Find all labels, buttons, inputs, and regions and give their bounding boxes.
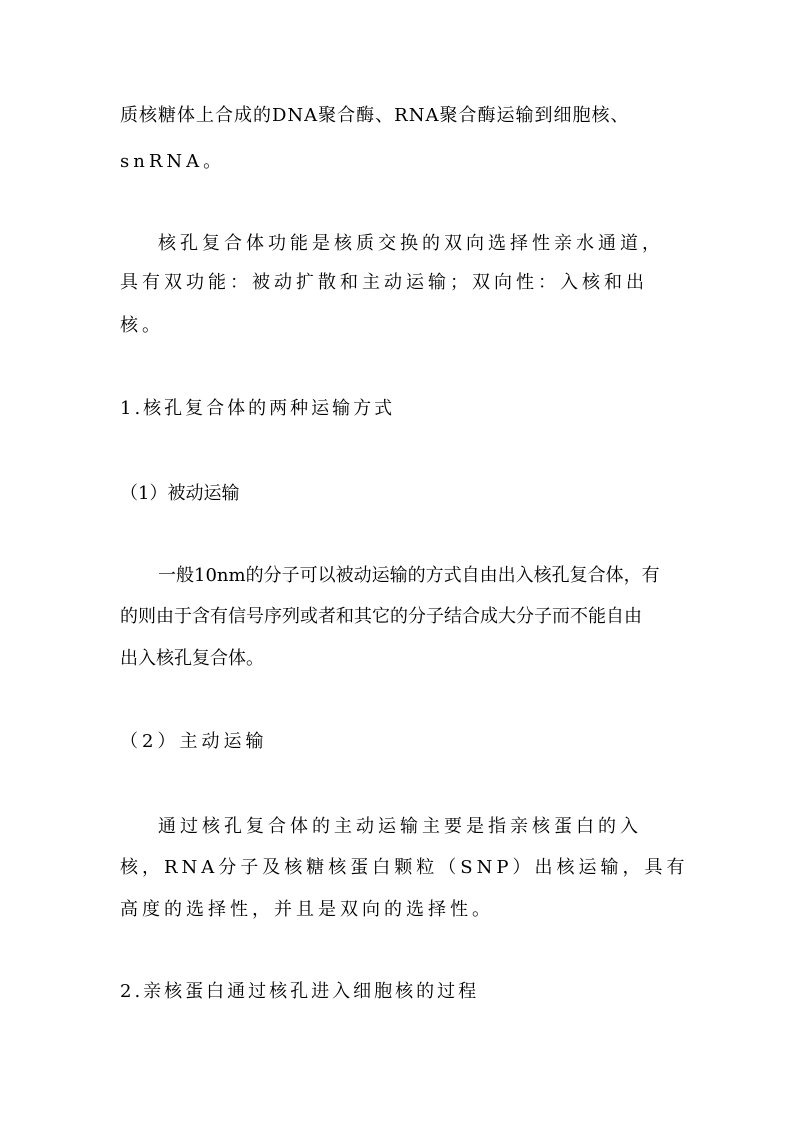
- paragraph-3-line-3: 出入核孔复合体。: [120, 648, 264, 669]
- subheading-2: （2）主动运输: [120, 731, 268, 752]
- paragraph-4-line-1: 通过核孔复合体的主动运输主要是指亲核蛋白的入: [158, 816, 642, 837]
- paragraph-4-line-3: 高度的选择性，并且是双向的选择性。: [120, 899, 494, 920]
- paragraph-1-line-1: 质核糖体上合成的DNA聚合酶、RNA聚合酶运输到细胞核、: [120, 105, 630, 126]
- heading-2: 2.亲核蛋白通过核孔进入细胞核的过程: [120, 981, 480, 1002]
- paragraph-3-line-1: 一般10nm的分子可以被动运输的方式自由出入核孔复合体，有: [158, 565, 660, 586]
- paragraph-2-line-3: 核。: [120, 315, 164, 336]
- paragraph-4-line-2: 核，RNA分子及核糖核蛋白颗粒（SNP）出核运输，具有: [120, 857, 689, 878]
- paragraph-2-line-1: 核孔复合体功能是核质交换的双向选择性亲水通道，: [158, 233, 664, 254]
- heading-1: 1.核孔复合体的两种运输方式: [120, 398, 396, 419]
- paragraph-1-line-2: snRNA。: [120, 151, 226, 172]
- paragraph-3-line-2: 的则由于含有信号序列或者和其它的分子结合成大分子而不能自由: [120, 606, 642, 627]
- paragraph-2-line-2: 具有双功能：被动扩散和主动运输；双向性：入核和出: [120, 272, 648, 293]
- subheading-1: （1）被动运输: [120, 483, 240, 504]
